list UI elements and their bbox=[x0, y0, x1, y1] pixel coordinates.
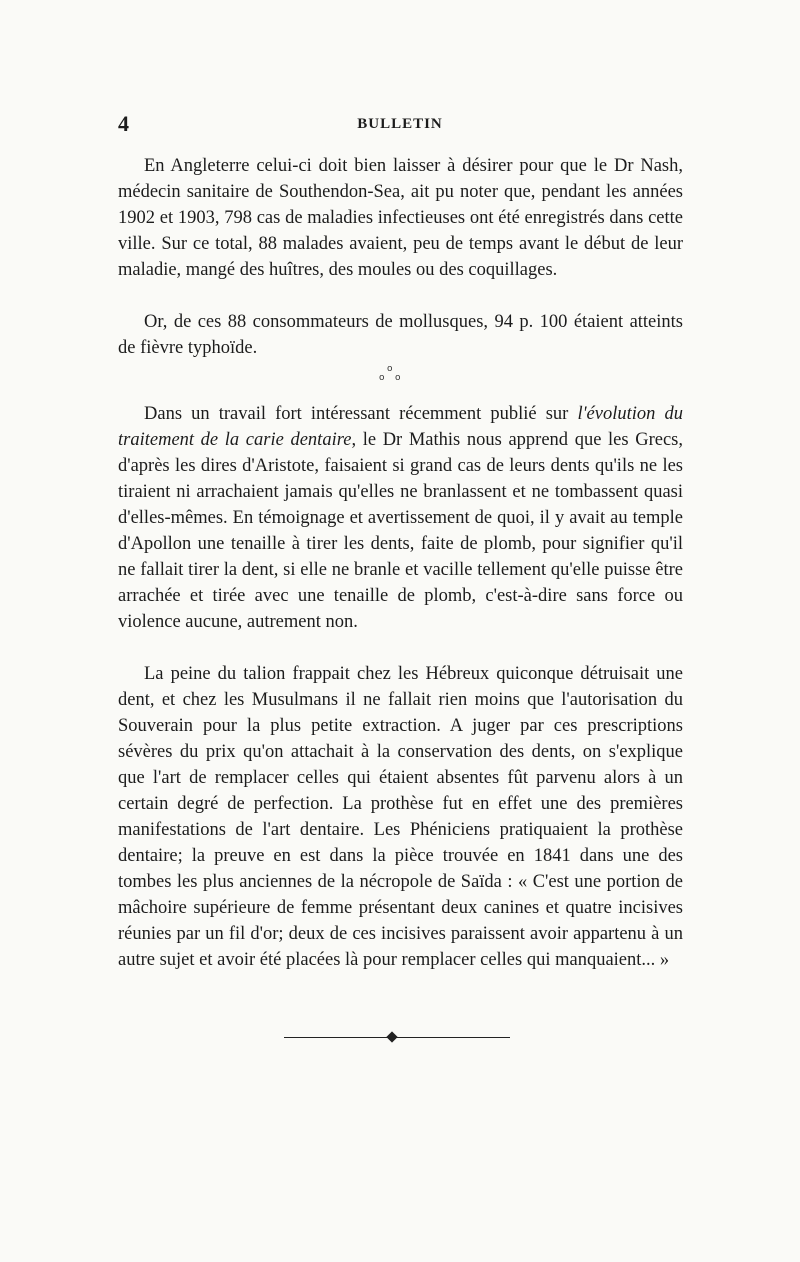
text-run: Dans un travail fort intéressant récemment publié sur bbox=[144, 404, 578, 424]
paragraph-text: En Angleterre celui-ci doit bien laisser à désirer pour que le Dr Nash, médecin sanitaire de Southendon-Sea, ait pu noter que, pendant les années 1902 et 1903, 798 cas de maladies infectieuses ont été enregistrés dans cette ville. Sur ce total, 88 malades avaient, peu de temps avant le début de leur maladie, mangé des huîtres, des moules ou des coquillages. bbox=[118, 156, 683, 280]
running-title: BULLETIN bbox=[357, 116, 443, 132]
end-ornament-rule bbox=[284, 1032, 510, 1042]
asterism-separator: o o o bbox=[379, 364, 401, 383]
paragraph-text: Or, de ces 88 consommateurs de mollusques, 94 p. 100 étaient atteints de fièvre typhoïde. bbox=[118, 312, 683, 358]
paragraph-typhoid bbox=[118, 309, 683, 361]
diamond-ornament-icon bbox=[386, 1031, 397, 1042]
page-number: 4 bbox=[118, 111, 129, 136]
paragraph-nash bbox=[118, 153, 683, 283]
italic-title: l'évolution du traitement de la carie dentaire bbox=[118, 404, 683, 450]
paragraph-talion bbox=[118, 661, 683, 973]
text-run: , le Dr Mathis nous apprend que les Grecs, d'après les dires d'Aristote, faisaient si grand cas de leurs dents qu'ils ne les tiraient ni arrachaient jamais qu'elles ne branlassent et ne tombassent quasi d'elles-mêmes. En témoignage et avertissement de quoi, il y avait au temple d'Apollon une tenaille à tirer les dents, faite de plomb, pour signifier qu'il ne fallait tirer la dent, si elle ne branle et vacille tellement qu'elle puisse être arrachée et tirée avec une tenaille de plomb, c'est-à-dire sans force ou violence aucune, autrement non. bbox=[118, 430, 684, 632]
paragraph-mathis bbox=[118, 401, 683, 635]
paragraph-text bbox=[118, 401, 683, 635]
paragraph-text: La peine du talion frappait chez les Hébreux quiconque détruisait une dent, et chez les Musulmans il ne fallait rien moins que l'autorisation du Souverain pour la plus petite extraction. A juger par ces prescriptions sévères du prix qu'on attachait à la conservation des dents, on s'explique que l'art de remplacer celles qui étaient absentes fût parvenu alors à un certain degré de perfection. La prothèse fut en effet une des premières manifestations de l'art dentaire. Les Phéniciens pratiquaient la prothèse dentaire; la preuve en est dans la pièce trouvée en 1841 dans une des tombes les plus anciennes de la nécropole de Saïda : « C'est une portion de mâchoire supérieure de femme présentant deux canines et quatre incisives réunies par un fil d'or; deux de ces incisives paraissent avoir appartenu à un autre sujet et avoir été placées là pour remplacer celles qui manquaient... » bbox=[118, 664, 683, 970]
